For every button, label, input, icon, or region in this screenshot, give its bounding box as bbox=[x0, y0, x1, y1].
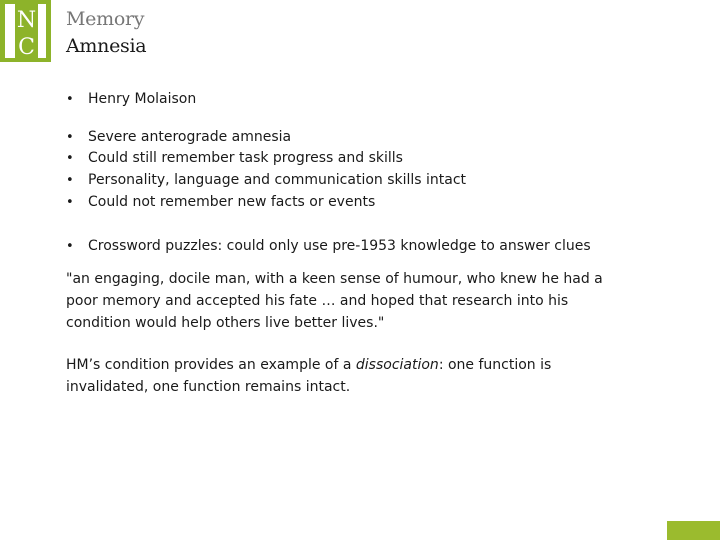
dissociation-paragraph bbox=[66, 355, 686, 398]
section-title: Memory bbox=[66, 8, 145, 30]
bullet-list-top bbox=[66, 89, 686, 111]
dissociation-term: dissociation bbox=[355, 357, 439, 374]
bullet-item: • Personality, language and communication skills intact bbox=[66, 170, 686, 192]
svg-text:C: C bbox=[18, 35, 35, 60]
bullet-item: • Severe anterograde amnesia bbox=[66, 127, 686, 149]
dissociation-text: : one function is bbox=[438, 357, 552, 374]
quote-line: "an engaging, docile man, with a keen sense of humour, who knew he had a bbox=[66, 271, 603, 288]
bullet-list-details bbox=[66, 127, 686, 214]
bullet-list-crossword bbox=[66, 236, 686, 258]
dissociation-line-2: invalidated, one function remains intact. bbox=[66, 379, 351, 396]
college-logo bbox=[0, 0, 51, 62]
slide-content bbox=[66, 89, 686, 399]
quote-line: poor memory and accepted his fate … and hoped that research into his bbox=[66, 292, 569, 309]
bullet-item: • Could still remember task progress and skills bbox=[66, 148, 686, 170]
corner-accent-bar bbox=[667, 521, 720, 540]
quote-block bbox=[66, 269, 686, 334]
bullet-item: • Could not remember new facts or events bbox=[66, 192, 686, 214]
dissociation-text: HM’s condition provides an example of a bbox=[66, 357, 356, 374]
dissociation-line-1 bbox=[66, 355, 686, 377]
slide-header bbox=[66, 6, 146, 60]
bullet-item: • Henry Molaison bbox=[66, 89, 686, 111]
bullet-item: • Crossword puzzles: could only use pre-1953 knowledge to answer clues bbox=[66, 236, 686, 258]
quote-line: condition would help others live better lives." bbox=[66, 314, 385, 331]
slide-title: Amnesia bbox=[66, 35, 147, 57]
svg-text:N: N bbox=[16, 8, 37, 33]
